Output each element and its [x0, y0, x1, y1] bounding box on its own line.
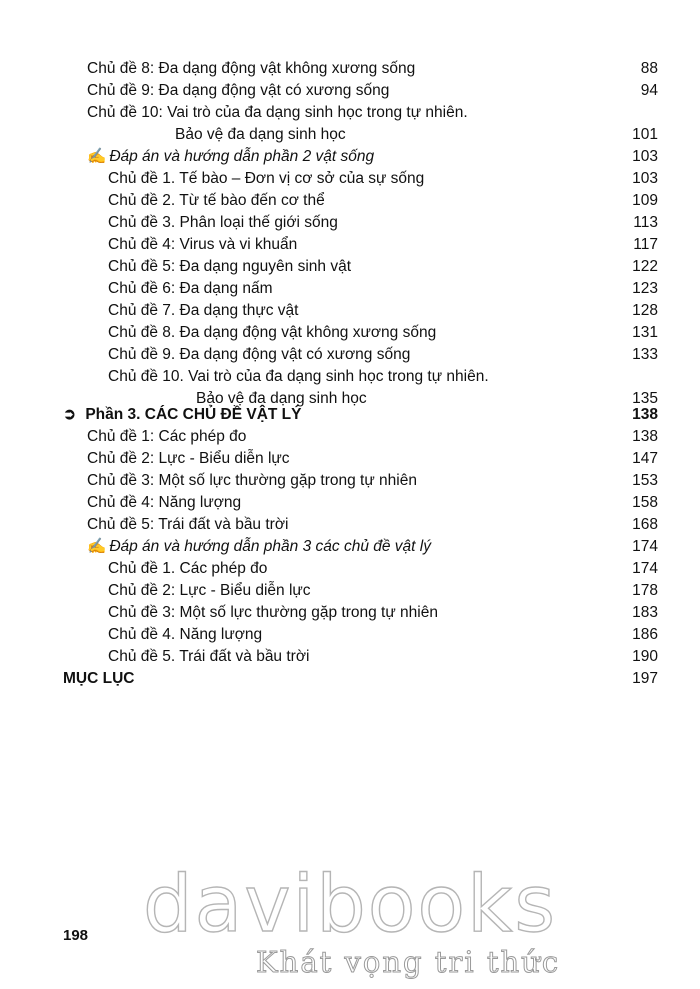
toc-entry: [87, 492, 658, 514]
toc-entry: [108, 646, 658, 668]
toc-entry-page: 190: [632, 648, 658, 665]
toc-section-answers-part2: [87, 146, 658, 168]
toc-entry: [108, 300, 658, 322]
toc-entry-page: 178: [632, 582, 658, 599]
toc-entry: [108, 168, 658, 190]
toc-part-heading: [63, 404, 658, 426]
toc-entry-title-line2: Bảo vệ đa dạng sinh học: [175, 126, 346, 143]
toc-entry-title: Chủ đề 5. Trái đất và bầu trời: [108, 648, 310, 665]
toc-entry-title-line1: Chủ đề 10: Vai trò của đa dạng sinh học trong tự nhiên.: [87, 104, 468, 121]
toc-entry: [87, 448, 658, 470]
toc-entry-title: Chủ đề 7. Đa dạng thực vật: [108, 302, 299, 319]
toc-entry-page: 174: [632, 538, 658, 555]
toc-entry-title: Chủ đề 2: Lực - Biểu diễn lực: [87, 450, 290, 467]
toc-entry-page: 103: [632, 148, 658, 165]
toc-entry-title: Chủ đề 1. Các phép đo: [108, 560, 268, 577]
toc-entry-page: 113: [633, 214, 658, 231]
toc-entry-title: Đáp án và hướng dẫn phần 2 vật sống: [109, 148, 375, 165]
toc-entry-title: Chủ đề 3. Phân loại thế giới sống: [108, 214, 338, 231]
toc-entry-page: 186: [632, 626, 658, 643]
toc-entry-title: Chủ đề 8: Đa dạng động vật không xương sống: [87, 60, 416, 77]
toc-entry-page: 183: [632, 604, 658, 621]
toc-entry: [108, 602, 658, 624]
toc-entry-title-line1: Chủ đề 10. Vai trò của đa dạng sinh học trong tự nhiên.: [108, 368, 489, 385]
toc-entry: [87, 426, 658, 448]
toc-entry-page: 133: [632, 346, 658, 363]
toc-entry-title: Chủ đề 4. Năng lượng: [108, 626, 263, 643]
toc-entry: [108, 344, 658, 366]
toc-entry-page: 128: [632, 302, 658, 319]
toc-entry: [87, 470, 658, 492]
toc-entry-title: Chủ đề 8. Đa dạng động vật không xương sống: [108, 324, 437, 341]
toc-entry-title: Chủ đề 9: Đa dạng động vật có xương sống: [87, 82, 390, 99]
arrow-bullet-icon: ➲: [63, 406, 76, 423]
toc-entry-title: Chủ đề 5: Trái đất và bầu trời: [87, 516, 289, 533]
toc-entry: [108, 234, 658, 256]
watermark-tagline: Khát vọng tri thức: [256, 945, 561, 979]
toc-entry-page: 109: [632, 192, 658, 209]
toc-entry-page: 135: [632, 390, 658, 407]
toc-entry-title: Chủ đề 3: Một số lực thường gặp trong tự nhiên: [87, 472, 417, 489]
toc-entry-page: 101: [632, 126, 658, 143]
writing-hand-icon: ✍: [87, 538, 107, 555]
toc-entry-page: 138: [632, 428, 658, 445]
toc-entry-page: 131: [632, 324, 658, 341]
writing-hand-icon: ✍: [87, 148, 107, 165]
toc-entry-title: [87, 102, 468, 146]
toc-entry: [108, 558, 658, 580]
toc-entry: [108, 322, 658, 344]
toc-entry-page: 138: [632, 406, 658, 423]
toc-entry-title: Chủ đề 1. Tế bào – Đơn vị cơ sở của sự sống: [108, 170, 425, 187]
toc-entry-page: 153: [632, 472, 658, 489]
toc-entry-page: 122: [632, 258, 658, 275]
toc-index-heading: [63, 668, 658, 690]
toc-entry-title: Chủ đề 6: Đa dạng nấm: [108, 280, 273, 297]
toc-entry-title: Chủ đề 3: Một số lực thường gặp trong tự nhiên: [108, 604, 438, 621]
watermark-brand: davibooks: [143, 860, 557, 950]
toc-entry-title: Chủ đề 5: Đa dạng nguyên sinh vật: [108, 258, 352, 275]
toc-entry: [108, 278, 658, 300]
toc-entry-title: Chủ đề 9. Đa dạng động vật có xương sống: [108, 346, 411, 363]
toc-part-title: Phần 3. CÁC CHỦ ĐỀ VẬT LÝ: [85, 406, 302, 423]
toc-entry: [87, 514, 658, 536]
toc-entry-title: Chủ đề 1: Các phép đo: [87, 428, 247, 445]
toc-entry-title: Chủ đề 2. Từ tế bào đến cơ thể: [108, 192, 325, 209]
toc-entry-page: 158: [632, 494, 658, 511]
toc-entry: [87, 102, 658, 146]
toc-entry-page: 103: [632, 170, 658, 187]
toc-entry: [108, 190, 658, 212]
toc-section-answers-part3: [87, 536, 658, 558]
toc-entry: [108, 624, 658, 646]
toc-entry-page: 147: [632, 450, 658, 467]
toc-entry-page: 117: [633, 236, 658, 253]
toc-entry: [108, 256, 658, 278]
toc-entry-page: 174: [632, 560, 658, 577]
toc-entry-title: Đáp án và hướng dẫn phần 3 các chủ đề vật lý: [109, 538, 431, 555]
toc-entry: [108, 212, 658, 234]
toc-entry-title: Chủ đề 4: Năng lượng: [87, 494, 242, 511]
toc-entry: [87, 80, 658, 102]
page-number: 198: [63, 927, 89, 944]
toc-entry-page: 88: [640, 60, 658, 77]
toc-entry: [87, 58, 658, 80]
toc-entry-page: 94: [640, 82, 658, 99]
toc-entry-page: 168: [632, 516, 658, 533]
toc-entry-page: 123: [632, 280, 658, 297]
toc-entry-title: Chủ đề 2: Lực - Biểu diễn lực: [108, 582, 311, 599]
toc-entry-page: 197: [632, 670, 658, 687]
toc-entry-title: Chủ đề 4: Virus và vi khuẩn: [108, 236, 298, 253]
toc-entry: [108, 580, 658, 602]
toc-entry-title: MỤC LỤC: [63, 670, 135, 687]
toc-entry-title-line2: Bảo vệ đa dạng sinh học: [196, 390, 367, 407]
